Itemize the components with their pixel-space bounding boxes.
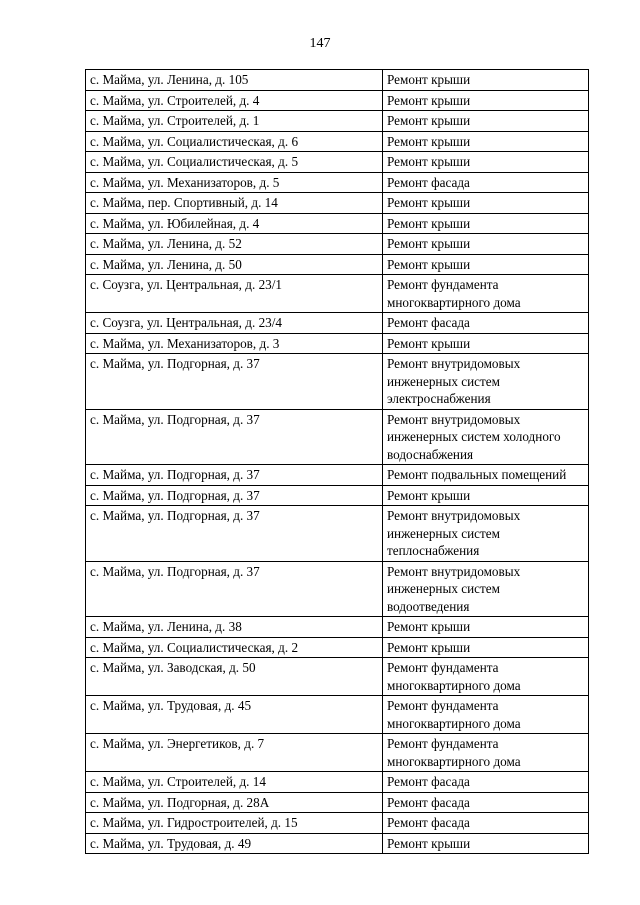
- table-row: [86, 465, 589, 486]
- work-type-cell: Ремонт крыши: [383, 637, 589, 658]
- work-type-cell: Ремонт фасада: [383, 313, 589, 334]
- table-row: [86, 131, 589, 152]
- table-row: [86, 734, 589, 772]
- address-cell: с. Майма, ул. Заводская, д. 50: [86, 658, 383, 696]
- address-cell: с. Майма, ул. Строителей, д. 14: [86, 772, 383, 793]
- table-row: [86, 485, 589, 506]
- address-cell: с. Майма, ул. Подгорная, д. 28А: [86, 792, 383, 813]
- work-type-cell: Ремонт крыши: [383, 131, 589, 152]
- work-type-cell: Ремонт крыши: [383, 254, 589, 275]
- work-type-cell: Ремонт внутридомовых инженерных систем водоотведения: [383, 561, 589, 617]
- address-cell: с. Майма, ул. Трудовая, д. 49: [86, 833, 383, 854]
- work-type-cell: Ремонт внутридомовых инженерных систем теплоснабжения: [383, 506, 589, 562]
- address-cell: с. Майма, ул. Социалистическая, д. 5: [86, 152, 383, 173]
- address-cell: с. Майма, ул. Ленина, д. 52: [86, 234, 383, 255]
- table-row: [86, 152, 589, 173]
- table-row: [86, 354, 589, 410]
- address-cell: с. Майма, ул. Подгорная, д. 37: [86, 354, 383, 410]
- address-cell: с. Майма, ул. Энергетиков, д. 7: [86, 734, 383, 772]
- table-row: [86, 333, 589, 354]
- work-type-cell: Ремонт фасада: [383, 792, 589, 813]
- table-row: [86, 409, 589, 465]
- table-row: [86, 833, 589, 854]
- address-cell: с. Майма, ул. Строителей, д. 4: [86, 90, 383, 111]
- table-row: [86, 234, 589, 255]
- work-type-cell: Ремонт внутридомовых инженерных систем холодного водоснабжения: [383, 409, 589, 465]
- work-type-cell: Ремонт крыши: [383, 333, 589, 354]
- address-cell: с. Соузга, ул. Центральная, д. 23/4: [86, 313, 383, 334]
- table-row: [86, 813, 589, 834]
- work-type-cell: Ремонт внутридомовых инженерных систем электроснабжения: [383, 354, 589, 410]
- address-cell: с. Майма, ул. Подгорная, д. 37: [86, 409, 383, 465]
- address-cell: с. Майма, ул. Подгорная, д. 37: [86, 561, 383, 617]
- work-type-cell: Ремонт подвальных помещений: [383, 465, 589, 486]
- work-type-cell: Ремонт фундамента многоквартирного дома: [383, 275, 589, 313]
- table-row: [86, 111, 589, 132]
- work-type-cell: Ремонт крыши: [383, 152, 589, 173]
- address-cell: с. Майма, ул. Социалистическая, д. 6: [86, 131, 383, 152]
- address-cell: с. Майма, ул. Механизаторов, д. 5: [86, 172, 383, 193]
- address-cell: с. Соузга, ул. Центральная, д. 23/1: [86, 275, 383, 313]
- table-body: [86, 70, 589, 854]
- table-row: [86, 275, 589, 313]
- address-cell: с. Майма, ул. Подгорная, д. 37: [86, 485, 383, 506]
- table-row: [86, 696, 589, 734]
- work-type-cell: Ремонт фасада: [383, 172, 589, 193]
- page-number: 147: [309, 36, 331, 51]
- address-cell: с. Майма, ул. Гидростроителей, д. 15: [86, 813, 383, 834]
- address-cell: с. Майма, пер. Спортивный, д. 14: [86, 193, 383, 214]
- work-type-cell: Ремонт фундамента многоквартирного дома: [383, 658, 589, 696]
- work-type-cell: Ремонт фасада: [383, 772, 589, 793]
- table-row: [86, 172, 589, 193]
- table-row: [86, 617, 589, 638]
- table-row: [86, 70, 589, 91]
- table-row: [86, 213, 589, 234]
- work-type-cell: Ремонт крыши: [383, 617, 589, 638]
- work-type-cell: Ремонт крыши: [383, 70, 589, 91]
- work-type-cell: Ремонт крыши: [383, 213, 589, 234]
- address-cell: с. Майма, ул. Подгорная, д. 37: [86, 465, 383, 486]
- address-cell: с. Майма, ул. Юбилейная, д. 4: [86, 213, 383, 234]
- table-row: [86, 254, 589, 275]
- work-type-cell: Ремонт крыши: [383, 833, 589, 854]
- work-type-cell: Ремонт фундамента многоквартирного дома: [383, 734, 589, 772]
- table-row: [86, 792, 589, 813]
- repair-table: [85, 69, 589, 854]
- work-type-cell: Ремонт крыши: [383, 485, 589, 506]
- work-type-cell: Ремонт фасада: [383, 813, 589, 834]
- work-type-cell: Ремонт крыши: [383, 111, 589, 132]
- table-row: [86, 658, 589, 696]
- work-type-cell: Ремонт фундамента многоквартирного дома: [383, 696, 589, 734]
- work-type-cell: Ремонт крыши: [383, 193, 589, 214]
- address-cell: с. Майма, ул. Трудовая, д. 45: [86, 696, 383, 734]
- address-cell: с. Майма, ул. Ленина, д. 105: [86, 70, 383, 91]
- table-row: [86, 637, 589, 658]
- address-cell: с. Майма, ул. Ленина, д. 50: [86, 254, 383, 275]
- work-type-cell: Ремонт крыши: [383, 234, 589, 255]
- address-cell: с. Майма, ул. Механизаторов, д. 3: [86, 333, 383, 354]
- address-cell: с. Майма, ул. Подгорная, д. 37: [86, 506, 383, 562]
- table-row: [86, 561, 589, 617]
- address-cell: с. Майма, ул. Социалистическая, д. 2: [86, 637, 383, 658]
- address-cell: с. Майма, ул. Строителей, д. 1: [86, 111, 383, 132]
- address-cell: с. Майма, ул. Ленина, д. 38: [86, 617, 383, 638]
- work-type-cell: Ремонт крыши: [383, 90, 589, 111]
- table-row: [86, 772, 589, 793]
- table-row: [86, 90, 589, 111]
- table-row: [86, 506, 589, 562]
- table-row: [86, 313, 589, 334]
- table-row: [86, 193, 589, 214]
